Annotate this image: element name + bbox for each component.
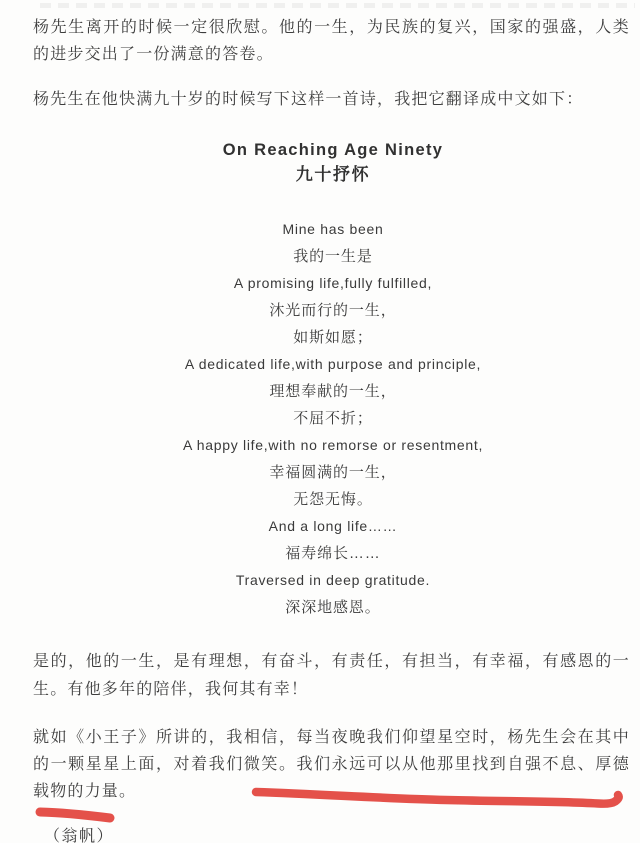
poem-body bbox=[13, 216, 640, 621]
poem-line: 我的一生是 bbox=[293, 248, 373, 265]
poem-line: A happy life,with no remorse or resentment, bbox=[182, 437, 484, 453]
poem-title-chinese: 九十抒怀 bbox=[295, 165, 371, 184]
poem-line: 沐光而行的一生， bbox=[269, 302, 397, 319]
cropped-text-remnant bbox=[40, 3, 635, 8]
signature: （翁帆） bbox=[44, 828, 115, 843]
poem-line: A dedicated life,with purpose and principle, bbox=[184, 356, 482, 372]
poem-line: 幸福圆满的一生， bbox=[269, 464, 397, 481]
poem-line: And a long life…… bbox=[268, 518, 398, 534]
poem-line: Traversed in deep gratitude. bbox=[235, 572, 431, 588]
poem-line: 福寿绵长…… bbox=[285, 545, 381, 562]
poem-line: A promising life,fully fulfilled, bbox=[233, 275, 433, 291]
poem-line: Mine has been bbox=[282, 221, 384, 237]
poem-line: 深深地感恩。 bbox=[285, 599, 381, 616]
closing-paragraph-1: 是的，他的一生，是有理想，有奋斗，有责任，有担当，有幸福，有感恩的一生。有他多年的陪伴，我何其有幸！ bbox=[33, 653, 630, 698]
poem-line: 无怨无悔。 bbox=[293, 491, 373, 508]
intro-paragraph-1: 杨先生离开的时候一定很欣慰。他的一生，为民族的复兴，国家的强盛，人类的进步交出了一份满意的答卷。 bbox=[33, 19, 630, 63]
intro-paragraph-2: 杨先生在他快满九十岁的时候写下这样一首诗，我把它翻译成中文如下： bbox=[33, 91, 584, 108]
poem-title-english: On Reaching Age Ninety bbox=[222, 141, 444, 159]
red-marker-underline-short-icon bbox=[28, 803, 124, 827]
poem-line: 不屈不折； bbox=[293, 410, 373, 427]
poem-line: 如斯如愿； bbox=[293, 329, 373, 346]
poem-line: 理想奉献的一生， bbox=[269, 383, 397, 400]
closing-paragraph-2: 就如《小王子》所讲的，我相信，每当夜晚我们仰望星空时，杨先生会在其中的一颗星星上面，对着我们微笑。我们永远可以从他那里找到自强不息、厚德载物的力量。 bbox=[33, 729, 630, 800]
